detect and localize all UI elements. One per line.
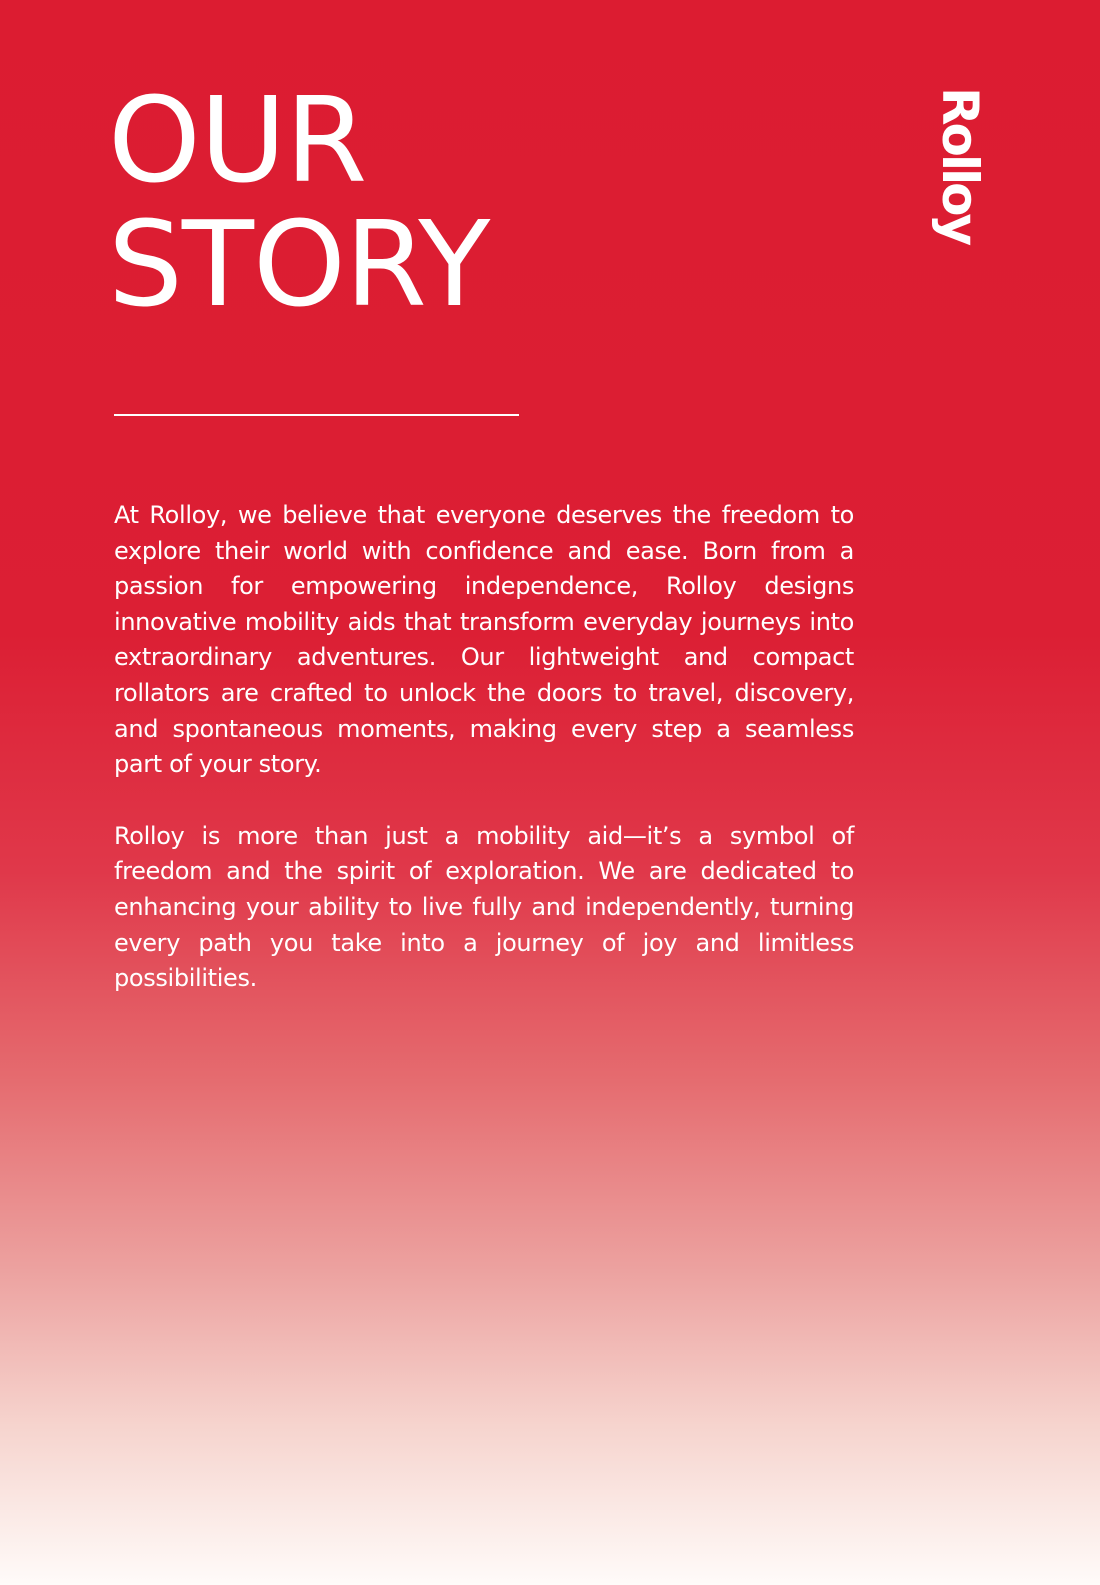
page-title (108, 71, 490, 333)
rolloy-logo: Rolloy (931, 86, 989, 244)
title-line-2: STORY (108, 195, 490, 333)
story-body (114, 498, 854, 1033)
title-line-1: OUR (108, 71, 367, 209)
story-paragraph-2: Rolloy is more than just a mobility aid—it’s a symbol of freedom and the spirit of exploration. We are dedicated to enhancing your ability to live fully and independently, turning every path you take into a journey of joy and limitless possibilities. (114, 821, 854, 993)
story-paragraph-1: At Rolloy, we believe that everyone deserves the freedom to explore their world with confidence and ease. Born from a passion for empowering independence, Rolloy designs innovative mobility aids that transform everyday journeys into extraordinary adventures. Our lightweight and compact rollators are crafted to unlock the doors to travel, discovery, and spontaneous moments, making every step a seamless part of your story. (114, 501, 854, 779)
title-divider (114, 414, 519, 416)
